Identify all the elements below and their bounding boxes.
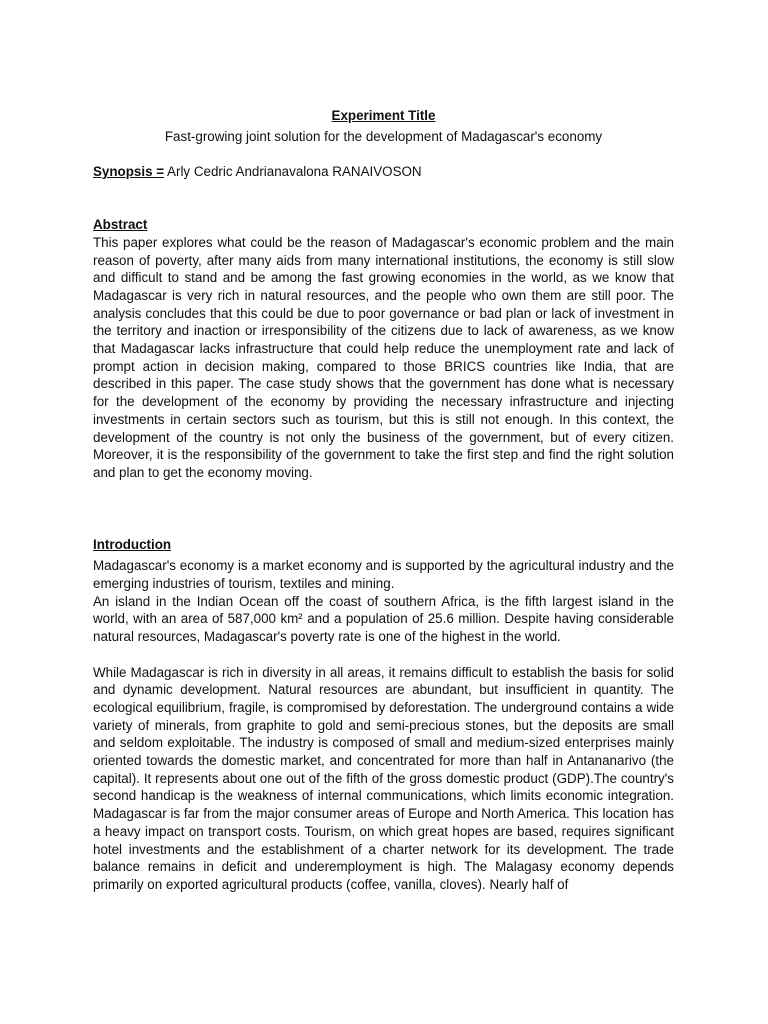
synopsis-line [93,163,674,181]
abstract-paragraph: This paper explores what could be the reason of Madagascar's economic problem and the main reason of poverty, after many aids from many international institutions, the economy is still slow and difficult to stand and be among the fast growing economies in the world, as we know that Madagascar is very rich in natural resources, and the people who own them are still poor. The analysis concludes that this could be due to poor governance or bad plan or lack of investment in the territory and inaction or irresponsibility of the citizens due to lack of awareness, as we know that Madagascar lacks infrastructure that could help reduce the unemployment rate and lack of prompt action in decision making, compared to those BRICS countries like India, that are described in this paper. The case study shows that the government has done what is necessary for the development of the economy by providing the necessary infrastructure and injecting investments in certain sectors such as tourism, but this is still not enough. In this context, the development of the country is not only the business of the government, but of every citizen. Moreover, it is the responsibility of the government to take the first step and find the right solution and plan to get the economy moving. [93,234,674,480]
paper-subtitle: Fast-growing joint solution for the development of Madagascar's economy [164,128,603,144]
intro-paragraph-3: While Madagascar is rich in diversity in all areas, it remains difficult to establish the basis for solid and dynamic development. Natural resources are abundant, but insufficient in quantity. The ecological equilibrium, fragile, is compromised by deforestation. The underground contains a wide variety of minerals, from graphite to gold and semi-precious stones, but the deposits are small and seldom exploitable. The industry is composed of small and medium-sized enterprises mainly oriented towards the domestic market, and concentrated for more than half in Antananarivo (the capital). It represents about one out of the fifth of the gross domestic product (GDP).The country's second handicap is the weakness of internal communications, which limits economic integration. Madagascar is far from the major consumer areas of Europe and North America. This location has a heavy impact on transport costs. Tourism, on which great hopes are based, requires significant hotel investments and the establishment of a charter network for its development. The trade balance remains in deficit and underemployment is high. The Malagasy economy depends primarily on exported agricultural products (coffee, vanilla, cloves). Nearly half of [93,664,674,892]
intro-paragraph-2: An island in the Indian Ocean off the coast of southern Africa, is the fifth largest island in the world, with an area of 587,000 km² and a population of 25.6 million. Despite having considerable natural resources, Madagascar's poverty rate is one of the highest in the world. [93,593,674,645]
synopsis-label: Synopsis = [93,164,165,180]
intro-paragraph-1: Madagascar's economy is a market economy and is supported by the agricultural industry and the emerging industries of tourism, textiles and mining. [93,558,674,592]
abstract-heading: Abstract [93,217,148,233]
introduction-heading: Introduction [93,536,172,552]
document-page [93,107,674,894]
experiment-title: Experiment Title [331,108,436,123]
author-name: Arly Cedric Andrianavalona RANAIVOSON [164,164,422,180]
